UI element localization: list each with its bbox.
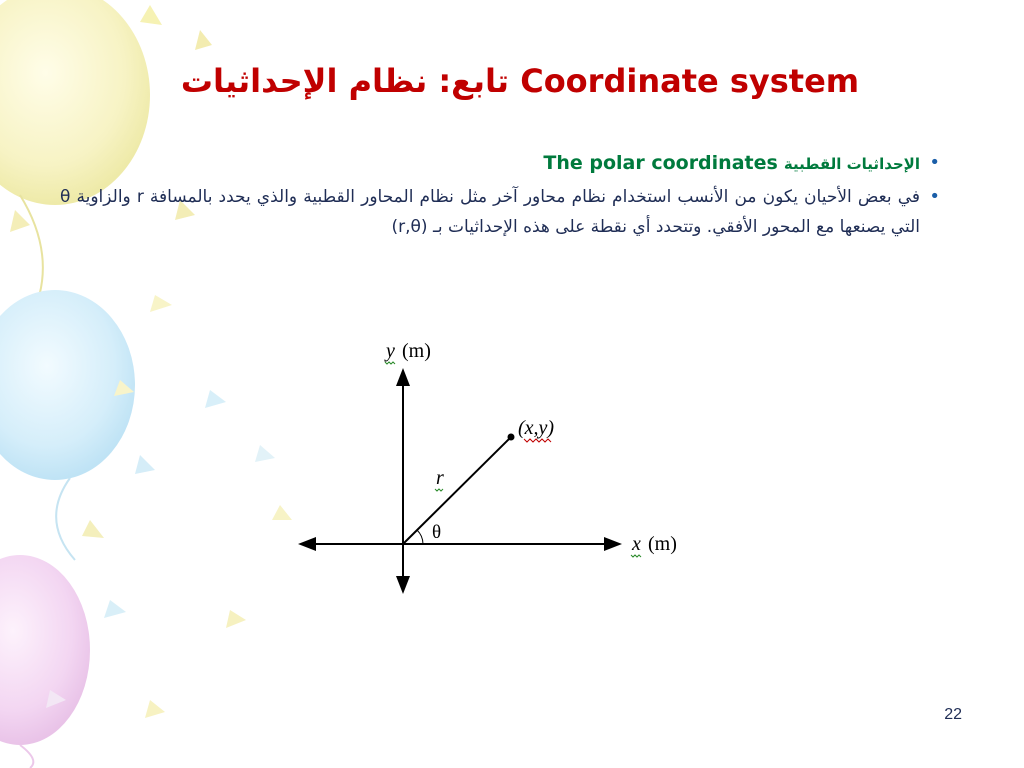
y-axis-label-var: y: [386, 340, 395, 362]
radius-spellcheck-squiggle: [435, 489, 443, 491]
point-label-spellcheck-squiggle: [524, 439, 551, 442]
page-number: 22: [944, 706, 962, 723]
y-axis-down-arrow-icon: [396, 576, 410, 594]
polar-description-text: في بعض الأحيان يكون من الأنسب استخدام نظام محاور آخر مثل نظام المحاور القطبية والذي يحدد بالمسافة r والزاوية θ التي يصنعها مع المحور الأفقي. وتتحدد أي نقطة على هذه الإحداثيات بـ (r,θ): [60, 187, 920, 237]
bullet-polar-heading: [60, 148, 940, 178]
bullet-list: [60, 148, 940, 242]
x-axis-right-arrow-icon: [604, 537, 622, 551]
slide-title-arabic: تابع: نظام الإحداثيات: [180, 62, 510, 100]
bullet-dot-icon: •: [929, 152, 940, 173]
y-axis-up-arrow-icon: [396, 368, 410, 386]
pink-balloon: [0, 555, 90, 768]
polar-heading-english: The polar coordinates: [543, 152, 778, 174]
radius-label: r: [436, 467, 444, 489]
angle-label: θ: [432, 522, 442, 543]
slide-title: [140, 55, 900, 107]
x-axis-spellcheck-squiggle: [631, 555, 641, 557]
polar-heading-arabic: الإحداثيات القطبية: [783, 155, 920, 173]
y-axis-label-unit: (m): [402, 340, 431, 362]
x-axis-label-unit: (m): [648, 533, 677, 555]
y-axis-spellcheck-squiggle: [385, 362, 395, 364]
angle-arc: [417, 530, 423, 544]
point-marker: [508, 434, 515, 441]
x-axis-label-var: x: [632, 533, 641, 555]
slide-title-english: Coordinate system: [520, 62, 860, 100]
point-label: (x,y): [518, 417, 555, 439]
polar-coordinates-diagram: [290, 330, 700, 605]
bullet-dot-icon: •: [929, 186, 940, 207]
blue-balloon: [0, 290, 135, 560]
bullet-polar-description: [60, 182, 940, 242]
radius-line: [403, 437, 511, 544]
x-axis-left-arrow-icon: [298, 537, 316, 551]
